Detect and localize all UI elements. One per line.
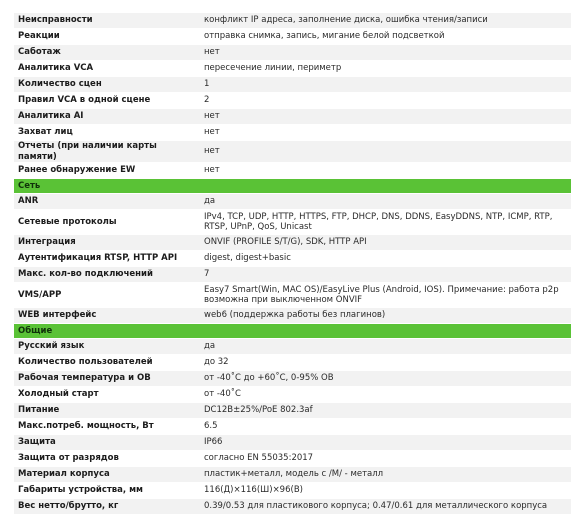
spec-key: Макс. кол-во подключений — [14, 267, 196, 283]
spec-row — [14, 235, 571, 251]
spec-key: Макс.потреб. мощность, Вт — [14, 419, 196, 435]
spec-value: 1 — [196, 77, 571, 93]
spec-row — [14, 267, 571, 283]
spec-value: согласно EN 55035:2017 — [196, 451, 571, 467]
spec-value: IPv4, TCP, UDP, HTTP, HTTPS, FTP, DHCP, DNS, DDNS, EasyDDNS, NTP, ICMP, RTP, RTSP, UPnP, QoS, Unicast — [196, 210, 571, 235]
spec-value: от -40˚С — [196, 387, 571, 403]
spec-value: нет — [196, 141, 571, 163]
spec-key: Отчеты (при наличии карты памяти) — [14, 141, 196, 163]
spec-value: да — [196, 339, 571, 355]
spec-key: Защита от разрядов — [14, 451, 196, 467]
spec-row — [14, 163, 571, 179]
spec-key: Габариты устройства, мм — [14, 483, 196, 499]
section-header-row — [14, 324, 571, 339]
spec-value: ONVIF (PROFILE S/T/G), SDK, HTTP API — [196, 235, 571, 251]
spec-row — [14, 109, 571, 125]
spec-value: 116(Д)×116(Ш)×96(В) — [196, 483, 571, 499]
spec-row — [14, 435, 571, 451]
spec-key: Питание — [14, 403, 196, 419]
spec-key: Саботаж — [14, 45, 196, 61]
spec-value: нет — [196, 109, 571, 125]
spec-value: пересечение линии, периметр — [196, 61, 571, 77]
spec-key: Материал корпуса — [14, 467, 196, 483]
spec-row — [14, 210, 571, 235]
spec-key: Защита — [14, 435, 196, 451]
spec-value: DC12В±25%/PoE 802.3af — [196, 403, 571, 419]
spec-row — [14, 355, 571, 371]
spec-key: Сетевые протоколы — [14, 210, 196, 235]
spec-key: WEB интерфейс — [14, 308, 196, 324]
spec-row — [14, 403, 571, 419]
spec-row — [14, 13, 571, 29]
specification-table — [14, 12, 571, 515]
spec-key: Рабочая температура и ОВ — [14, 371, 196, 387]
spec-key: Русский язык — [14, 339, 196, 355]
section-title: Сеть — [14, 179, 571, 194]
spec-value: конфликт IP адреса, заполнение диска, ошибка чтения/записи — [196, 13, 571, 29]
spec-row — [14, 61, 571, 77]
spec-row — [14, 45, 571, 61]
spec-row — [14, 483, 571, 499]
specification-table-body — [14, 13, 571, 515]
spec-row — [14, 251, 571, 267]
section-title: Общие — [14, 324, 571, 339]
spec-row — [14, 141, 571, 163]
spec-key: Вес нетто/брутто, кг — [14, 499, 196, 515]
spec-value: нет — [196, 45, 571, 61]
spec-key: Правил VCA в одной сцене — [14, 93, 196, 109]
spec-row — [14, 308, 571, 324]
spec-value: digest, digest+basic — [196, 251, 571, 267]
spec-value: 0.39/0.53 для пластикового корпуса; 0.47/0.61 для металлического корпуса — [196, 499, 571, 515]
spec-value: отправка снимка, запись, мигание белой подсветкой — [196, 29, 571, 45]
spec-key: Захват лиц — [14, 125, 196, 141]
spec-key: Ранее обнаружение EW — [14, 163, 196, 179]
spec-row — [14, 77, 571, 93]
spec-value: web6 (поддержка работы без плагинов) — [196, 308, 571, 324]
spec-key: Аналитика AI — [14, 109, 196, 125]
spec-key: VMS/APP — [14, 283, 196, 308]
spec-value: да — [196, 194, 571, 210]
spec-value: 7 — [196, 267, 571, 283]
spec-row — [14, 499, 571, 515]
spec-row — [14, 93, 571, 109]
spec-row — [14, 125, 571, 141]
spec-sheet — [14, 12, 571, 515]
spec-key: Неисправности — [14, 13, 196, 29]
spec-key: Интеграция — [14, 235, 196, 251]
spec-row — [14, 387, 571, 403]
spec-value: IP66 — [196, 435, 571, 451]
spec-row — [14, 451, 571, 467]
spec-value: пластик+металл, модель с /M/ - металл — [196, 467, 571, 483]
spec-row — [14, 371, 571, 387]
spec-key: Реакции — [14, 29, 196, 45]
spec-value: 6.5 — [196, 419, 571, 435]
spec-row — [14, 339, 571, 355]
spec-key: Аутентификация RTSP, HTTP API — [14, 251, 196, 267]
section-header-row — [14, 179, 571, 194]
spec-value: от -40˚С до +60˚С, 0-95% ОВ — [196, 371, 571, 387]
spec-key: Холодный старт — [14, 387, 196, 403]
spec-row — [14, 29, 571, 45]
spec-key: Количество сцен — [14, 77, 196, 93]
spec-value: до 32 — [196, 355, 571, 371]
spec-row — [14, 467, 571, 483]
spec-value: Easy7 Smart(Win, MAC OS)/EasyLive Plus (Android, IOS). Примечание: работа p2p возможна при выключенном ONVIF — [196, 283, 571, 308]
spec-value: нет — [196, 125, 571, 141]
spec-row — [14, 419, 571, 435]
spec-value: 2 — [196, 93, 571, 109]
spec-value: нет — [196, 163, 571, 179]
spec-key: Аналитика VCA — [14, 61, 196, 77]
spec-row — [14, 194, 571, 210]
spec-key: Количество пользователей — [14, 355, 196, 371]
spec-key: ANR — [14, 194, 196, 210]
spec-row — [14, 283, 571, 308]
